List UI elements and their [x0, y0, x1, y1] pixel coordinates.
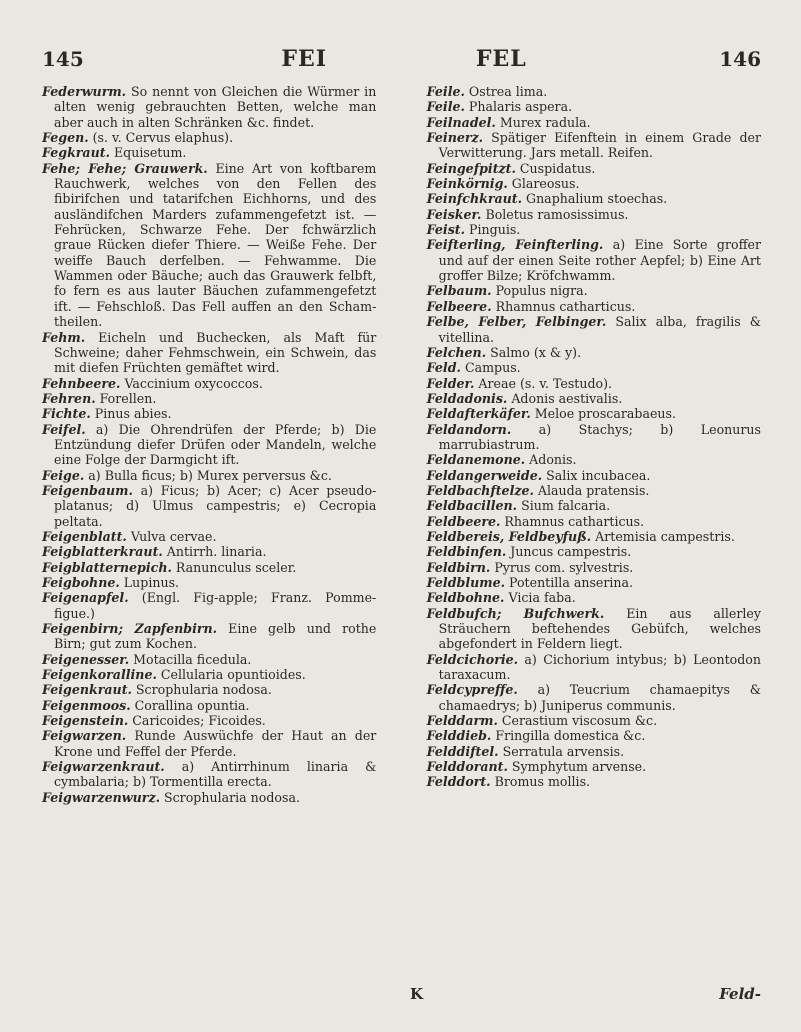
dictionary-entry	[427, 713, 761, 728]
entry-headword: Feldafterkäfer.	[426, 406, 531, 422]
entry-headword: Feldandorn.	[426, 421, 512, 437]
dictionary-entry	[427, 360, 761, 375]
entry-headword: Feldangerweide.	[426, 467, 543, 483]
dictionary-entry	[427, 529, 761, 544]
entry-definition: Fringilla domestica &c.	[495, 728, 646, 744]
dictionary-entry	[427, 468, 761, 483]
entry-definition: Phalaris aspera.	[468, 99, 573, 115]
page-footer	[410, 985, 761, 1003]
entry-definition: Lupinus.	[123, 575, 180, 590]
entry-definition: Cuspidatus.	[519, 160, 596, 176]
dictionary-entry	[42, 391, 376, 406]
dictionary-entry	[427, 237, 761, 283]
entry-headword: Fehm.	[42, 329, 86, 345]
entry-headword: Felbaum.	[426, 283, 492, 299]
entry-headword: Felddiftel.	[426, 743, 499, 759]
dictionary-entry	[427, 345, 761, 360]
entry-definition: Vulva cervae.	[130, 528, 217, 544]
entry-headword: Feige.	[42, 467, 85, 483]
left-page-number: 145	[42, 47, 84, 71]
dictionary-entry	[42, 590, 376, 621]
entry-headword: Feldbacillen.	[426, 498, 518, 514]
entry-headword: Feigenbirn; Zapfenbirn.	[42, 621, 218, 637]
entry-headword: Feigenkoralline.	[42, 667, 157, 683]
entry-headword: Fegen.	[42, 130, 89, 146]
entry-headword: Feinerz.	[426, 130, 484, 146]
right-column	[427, 84, 761, 805]
dictionary-entry	[427, 682, 761, 713]
entry-definition: Pyrus com. sylvestris.	[494, 559, 634, 575]
entry-definition: a) Die Ohrendrüfen der Pferde; b) Die Entzündung diefer Drüfen oder Mandeln, welche eine Folge der Darmgicht ift.	[54, 421, 377, 468]
dictionary-entry	[42, 422, 376, 468]
dictionary-entry	[427, 406, 761, 421]
dictionary-entry	[427, 498, 761, 513]
entry-definition: Ranunculus sceler.	[175, 559, 297, 575]
entry-definition: a) Bulla ficus; b) Murex perversus &c.	[88, 467, 332, 483]
entry-headword: Feld.	[426, 360, 461, 376]
entry-definition: Gnaphalium stoechas.	[526, 191, 668, 207]
entry-definition: Bromus mollis.	[494, 774, 591, 790]
dictionary-entry	[427, 176, 761, 191]
entry-definition: Spätiger Eifenftein in einem Grade der Verwitterung. Jars metall. Reifen.	[438, 130, 761, 161]
dictionary-entry	[427, 299, 761, 314]
entry-headword: Feldbachftelze.	[426, 482, 534, 498]
entry-definition: Cerastium viscosum &c.	[501, 713, 658, 729]
entry-definition: Antirrh. linaria.	[166, 544, 267, 560]
entry-definition: Salix alba, fragilis & vitellina.	[438, 314, 761, 345]
entry-definition: Adonis aestivalis.	[511, 390, 623, 406]
entry-headword: Feldanemone.	[426, 452, 526, 468]
entry-headword: Feist.	[426, 222, 466, 238]
entry-definition: Artemisia campestris.	[595, 528, 735, 544]
dictionary-entry	[42, 652, 376, 667]
entry-headword: Feigbohne.	[42, 575, 120, 590]
entry-definition: a) Antirrhinum linaria & cymbalaria; b) Tormentilla erecta.	[54, 759, 377, 790]
entry-headword: Feldbeere.	[426, 513, 501, 529]
dictionary-entry	[427, 314, 761, 345]
entry-headword: Felddorant.	[426, 759, 508, 775]
dictionary-entry	[427, 422, 761, 453]
dictionary-entry	[42, 161, 376, 330]
entry-headword: Fehe; Fehe; Grauwerk.	[42, 160, 208, 176]
dictionary-entry	[42, 560, 376, 575]
dictionary-entry	[427, 560, 761, 575]
entry-headword: Feldblume.	[426, 575, 505, 590]
entry-headword: Feldbohne.	[426, 590, 505, 606]
right-page-number: 146	[719, 47, 761, 71]
entry-headword: Feigblatterkraut.	[42, 544, 163, 560]
entry-headword: Feigenstein.	[42, 713, 129, 729]
dictionary-entry	[42, 406, 376, 421]
entry-definition: Pinguis.	[469, 222, 521, 238]
dictionary-entry	[427, 514, 761, 529]
catchword: Feld-	[719, 985, 761, 1003]
entry-definition: Boletus ramosissimus.	[485, 206, 629, 222]
entry-definition: Scrophularia nodosa.	[164, 789, 300, 805]
dictionary-entry	[42, 483, 376, 529]
entry-definition: Runde Auswüchfe der Haut an der Krone und Feffel der Pferde.	[54, 728, 377, 759]
entry-headword: Feinfchkraut.	[426, 191, 522, 207]
entry-definition: Sium falcaria.	[521, 498, 611, 514]
dictionary-entry	[42, 330, 376, 376]
entry-headword: Fehnbeere.	[42, 375, 121, 391]
entry-definition: (s. v. Cervus elaphus).	[92, 130, 234, 146]
dictionary-entry	[42, 682, 376, 697]
dictionary-entry	[427, 575, 761, 590]
entry-definition: Vicia faba.	[508, 590, 576, 606]
dictionary-entry	[427, 115, 761, 130]
dictionary-entry	[42, 759, 376, 790]
entry-headword: Feigenkraut.	[42, 682, 132, 698]
entry-definition: Pinus abies.	[94, 406, 172, 422]
entry-headword: Felbe, Felber, Felbinger.	[426, 314, 607, 330]
entry-definition: Vaccinium oxycoccos.	[124, 375, 263, 391]
dictionary-entry	[427, 161, 761, 176]
entry-definition: Salmo (x & y).	[490, 344, 582, 360]
entry-definition: Caricoides; Ficoides.	[132, 713, 266, 729]
entry-definition: a) Stachys; b) Leonurus marrubiastrum.	[438, 421, 761, 452]
entry-headword: Feldcypreffe.	[426, 682, 518, 698]
entry-headword: Feingefpitzt.	[426, 160, 516, 176]
entry-definition: Eine Art von koftbarem Rauchwerk, welches von den Fellen des fibirifchen und tatarifchen Eichhorns, und des ausländifchen Marders zufammengefetzt ist. — Fehrücken, Schwarze Fehe. Der fchwärzlich graue Rücken diefer Thiere. — Weiße Fehe. Der weiffe Bauch derfelben. — Fehwamme. Die Wammen oder Bäuche; auch das Grauwerk felbft, fo fern es aus lauter Bäuchen zufammengefetzt ift. — Fehschloß. Das Fell auffen an den Scham-theilen.	[54, 160, 377, 330]
entry-headword: Feigenbaum.	[42, 482, 133, 498]
entry-definition: Forellen.	[99, 390, 157, 406]
entry-headword: Feinkörnig.	[426, 176, 508, 192]
dictionary-entry	[42, 145, 376, 160]
dictionary-entry	[427, 606, 761, 652]
entry-headword: Feigwarzenkraut.	[42, 759, 165, 775]
entry-definition: Serratula arvensis.	[502, 743, 625, 759]
entry-definition: Corallina opuntia.	[134, 697, 250, 713]
entry-definition: a) Teucrium chamaepitys & chamaedrys; b) Juniperus communis.	[438, 682, 761, 713]
entry-headword: Feldcichorie.	[426, 651, 519, 667]
dictionary-entry	[42, 728, 376, 759]
right-running-word: FEL	[475, 46, 527, 72]
entry-definition: Rhamnus catharticus.	[495, 298, 636, 314]
dictionary-entry	[427, 222, 761, 237]
entry-definition: Ein aus allerley Sträuchern beftehendes Gebüfch, welches abgefondert in Feldern liegt.	[438, 605, 761, 652]
entry-definition: Eine gelb und rothe Birn; gut zum Kochen.	[54, 621, 377, 652]
entry-headword: Feisker.	[426, 206, 482, 222]
dictionary-entry	[42, 529, 376, 544]
dictionary-entry	[42, 667, 376, 682]
running-header	[42, 46, 761, 80]
entry-definition: Salix incubacea.	[546, 467, 651, 483]
entry-definition: Areae (s. v. Testudo).	[478, 375, 613, 391]
entry-definition: Cellularia opuntioides.	[160, 667, 306, 683]
entry-headword: Feile.	[426, 84, 465, 99]
dictionary-entry	[427, 759, 761, 774]
entry-headword: Feigwarzen.	[42, 728, 127, 744]
entry-headword: Feifel.	[42, 421, 86, 437]
dictionary-entry	[427, 652, 761, 683]
entry-definition: a) Ficus; b) Acer; c) Acer pseudo-platanus; d) Ulmus campestris; e) Cecropia peltata.	[54, 482, 377, 529]
left-running-word: FEI	[281, 46, 328, 72]
dictionary-entry	[427, 376, 761, 391]
dictionary-entry	[42, 130, 376, 145]
entry-headword: Feigblatternepich.	[42, 559, 172, 575]
entry-headword: Feigenblatt.	[42, 528, 127, 544]
columns	[42, 84, 761, 805]
entry-definition: Populus nigra.	[495, 283, 588, 299]
dictionary-entry	[42, 376, 376, 391]
entry-headword: Felddieb.	[426, 728, 492, 744]
dictionary-entry	[427, 84, 761, 99]
entry-definition: So nennt von Gleichen die Würmer in alten wenig gebrauchten Betten, welche man aber auch in alten Schränken &c. findet.	[54, 84, 377, 130]
entry-headword: Fichte.	[42, 406, 91, 422]
dictionary-entry	[42, 468, 376, 483]
left-column	[42, 84, 376, 805]
entry-headword: Feilnadel.	[426, 114, 496, 130]
entry-headword: Felder.	[426, 375, 475, 391]
entry-definition: (Engl. Fig-apple; Franz. Pomme-figue.)	[54, 590, 377, 621]
entry-definition: a) Cichorium intybus; b) Leontodon taraxacum.	[438, 651, 761, 683]
entry-headword: Feifterling, Feinfterling.	[426, 237, 604, 253]
dictionary-entry	[427, 483, 761, 498]
dictionary-entry	[427, 774, 761, 789]
dictionary-entry	[427, 590, 761, 605]
entry-headword: Feldbirn.	[426, 559, 491, 575]
entry-definition: a) Eine Sorte groffer und auf der einen Seite rother Aepfel; b) Eine Art groffer Bilze; Kröfchwamm.	[438, 237, 761, 284]
entry-headword: Felchen.	[426, 344, 487, 360]
entry-definition: Glareosus.	[511, 176, 580, 192]
entry-headword: Federwurm.	[42, 84, 127, 99]
entry-headword: Feigwarzenwurz.	[42, 789, 160, 805]
entry-headword: Feldadonis.	[426, 390, 508, 406]
dictionary-entry	[42, 698, 376, 713]
entry-headword: Feigenmoos.	[42, 697, 131, 713]
dictionary-entry	[427, 191, 761, 206]
dictionary-entry	[42, 790, 376, 805]
dictionary-entry	[427, 544, 761, 559]
entry-headword: Feigenesser.	[42, 651, 130, 667]
entry-definition: Motacilla ficedula.	[133, 651, 252, 667]
dictionary-entry	[427, 452, 761, 467]
dictionary-entry	[42, 544, 376, 559]
entry-headword: Feldbereis, Feldbeyfuß.	[426, 528, 592, 544]
entry-headword: Fehren.	[42, 390, 96, 406]
dictionary-entry	[42, 575, 376, 590]
dictionary-entry	[427, 283, 761, 298]
dictionary-entry	[427, 207, 761, 222]
entry-headword: Feldbufch; Bufchwerk.	[426, 605, 605, 621]
dictionary-entry	[427, 130, 761, 161]
entry-definition: Scrophularia nodosa.	[135, 682, 272, 698]
header-right	[416, 46, 761, 72]
entry-definition: Murex radula.	[499, 114, 591, 130]
entry-headword: Feigenapfel.	[42, 590, 129, 606]
entry-definition: Meloe proscarabaeus.	[534, 406, 676, 422]
entry-headword: Feile.	[426, 99, 465, 115]
header-left	[42, 46, 387, 72]
dictionary-entry	[42, 713, 376, 728]
entry-headword: Fegkraut.	[42, 145, 110, 161]
dictionary-entry	[42, 84, 376, 130]
dictionary-entry	[427, 728, 761, 743]
dictionary-entry	[42, 621, 376, 652]
entry-definition: Potentilla anserina.	[509, 575, 634, 590]
entry-definition: Alauda pratensis.	[537, 482, 650, 498]
entry-headword: Feldbinfen.	[426, 544, 507, 560]
entry-definition: Adonis.	[529, 452, 577, 468]
dictionary-entry	[427, 391, 761, 406]
entry-definition: Equisetum.	[113, 145, 187, 161]
signature-mark: K	[410, 985, 424, 1003]
entry-definition: Ostrea lima.	[468, 84, 548, 99]
entry-definition: Eicheln und Buchecken, als Maft für Schweine; daher Fehmschwein, ein Schwein, das mit diefen Früchten gemäftet wird.	[54, 329, 377, 376]
entry-headword: Felddarm.	[426, 713, 498, 729]
dictionary-entry	[427, 744, 761, 759]
entry-headword: Felddort.	[426, 774, 491, 790]
entry-definition: Rhamnus catharticus.	[504, 513, 645, 529]
entry-headword: Felbeere.	[426, 298, 492, 314]
dictionary-entry	[427, 99, 761, 114]
entry-definition: Juncus campestris.	[510, 544, 632, 560]
entry-definition: Symphytum arvense.	[511, 759, 647, 775]
entry-definition: Campus.	[464, 360, 521, 376]
